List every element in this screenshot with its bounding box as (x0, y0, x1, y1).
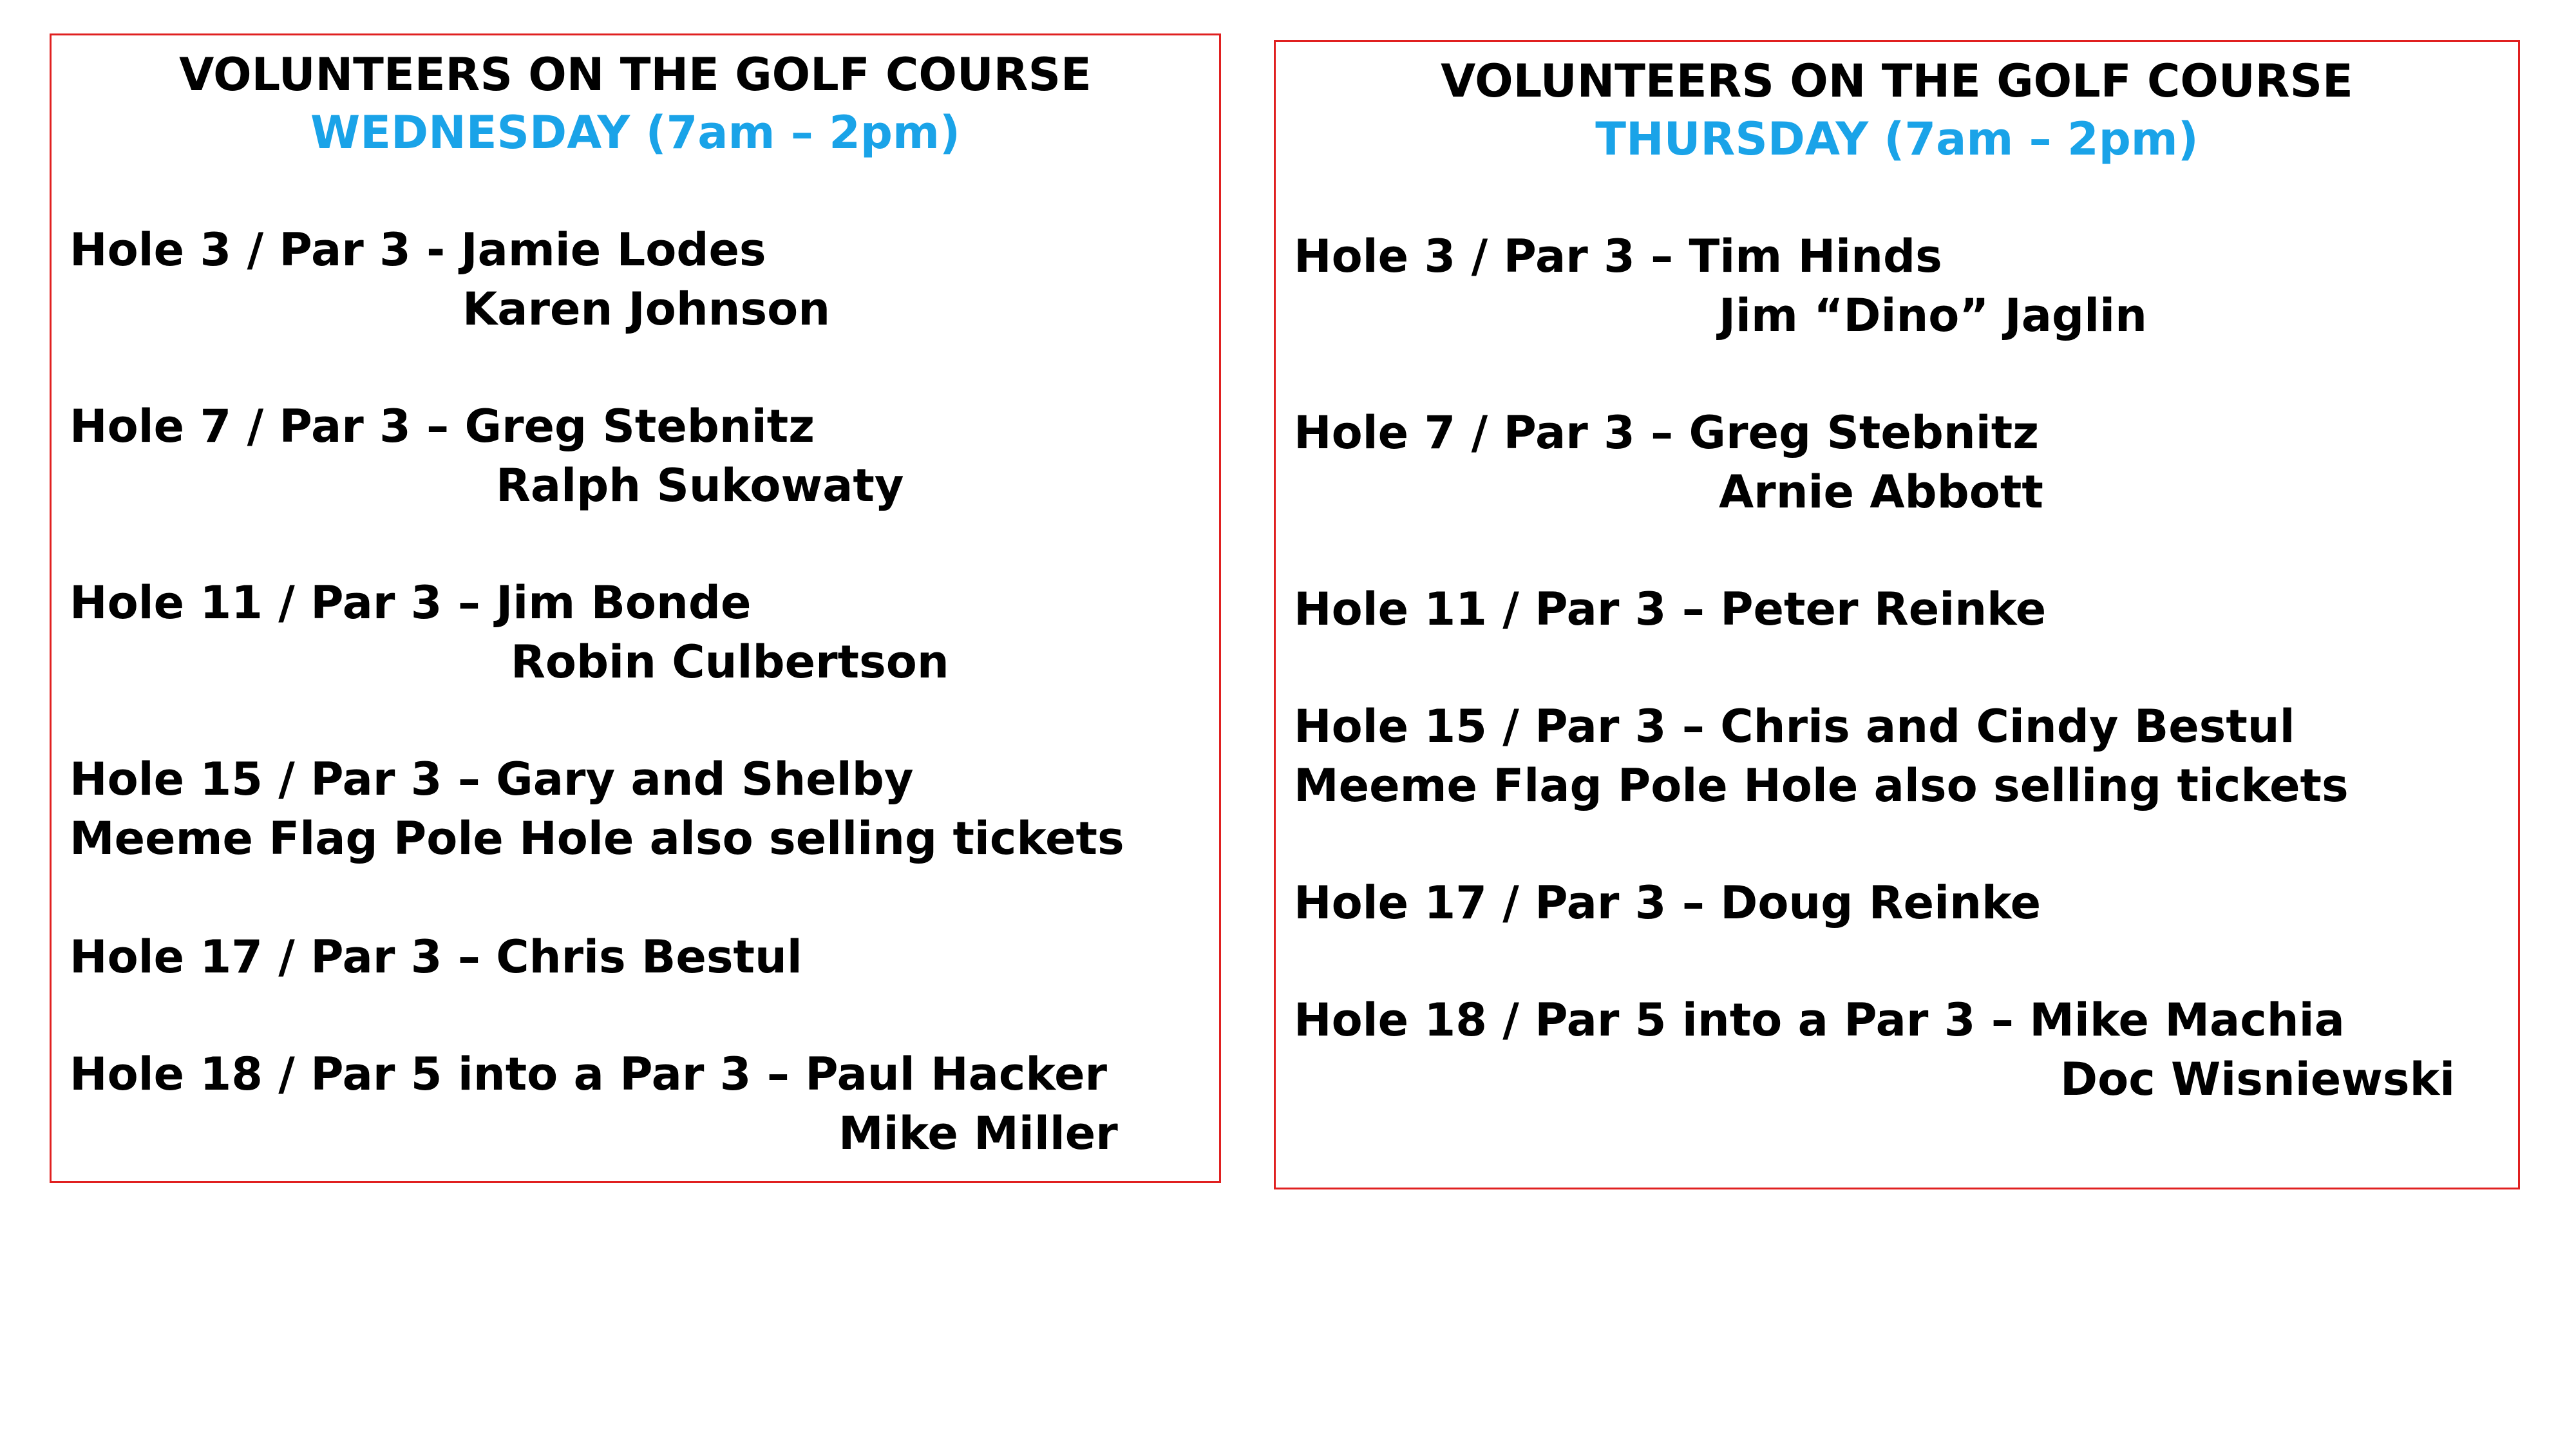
wednesday-hole-18-second-volunteer: Mike Miller (838, 1107, 1118, 1160)
wednesday-hole-7-line: Hole 7 / Par 3 – Greg Stebnitz (70, 400, 815, 453)
thursday-hole-15-note: Meeme Flag Pole Hole also selling tickets (1294, 759, 2349, 812)
thursday-hole-7-second-volunteer: Arnie Abbott (1719, 466, 2043, 518)
thursday-hole-15-line: Hole 15 / Par 3 – Chris and Cindy Bestul (1294, 700, 2295, 753)
thursday-hole-3-second-volunteer: Jim “Dino” Jaglin (1719, 289, 2147, 342)
wednesday-hole-17-line: Hole 17 / Par 3 – Chris Bestul (70, 931, 802, 983)
thursday-panel-title: VOLUNTEERS ON THE GOLF COURSE (1441, 55, 2353, 108)
wednesday-hole-7-second-volunteer: Ralph Sukowaty (496, 459, 904, 512)
thursday-hole-17-line: Hole 17 / Par 3 – Doug Reinke (1294, 876, 2041, 929)
wednesday-hole-3-second-volunteer: Karen Johnson (462, 283, 831, 336)
wednesday-day-heading: WEDNESDAY (7am – 2pm) (310, 106, 960, 159)
thursday-hole-7-line: Hole 7 / Par 3 – Greg Stebnitz (1294, 406, 2039, 459)
wednesday-hole-18-line: Hole 18 / Par 5 into a Par 3 – Paul Hacker (70, 1048, 1108, 1101)
wednesday-volunteer-panel (50, 33, 1221, 1183)
wednesday-hole-3-line: Hole 3 / Par 3 - Jamie Lodes (70, 223, 766, 276)
thursday-day-heading: THURSDAY (7am – 2pm) (1595, 113, 2199, 166)
wednesday-hole-11-line: Hole 11 / Par 3 – Jim Bonde (70, 576, 752, 629)
wednesday-hole-11-second-volunteer: Robin Culbertson (511, 636, 949, 688)
thursday-hole-18-line: Hole 18 / Par 5 into a Par 3 – Mike Machia (1294, 994, 2345, 1046)
wednesday-panel-title: VOLUNTEERS ON THE GOLF COURSE (179, 48, 1092, 101)
thursday-volunteer-panel (1274, 40, 2520, 1189)
thursday-hole-11-line: Hole 11 / Par 3 – Peter Reinke (1294, 583, 2047, 636)
thursday-hole-18-second-volunteer: Doc Wisniewski (2060, 1053, 2456, 1106)
wednesday-hole-15-line: Hole 15 / Par 3 – Gary and Shelby (70, 753, 914, 806)
wednesday-hole-15-note: Meeme Flag Pole Hole also selling tickets (70, 812, 1124, 865)
thursday-hole-3-line: Hole 3 / Par 3 – Tim Hinds (1294, 230, 1942, 283)
